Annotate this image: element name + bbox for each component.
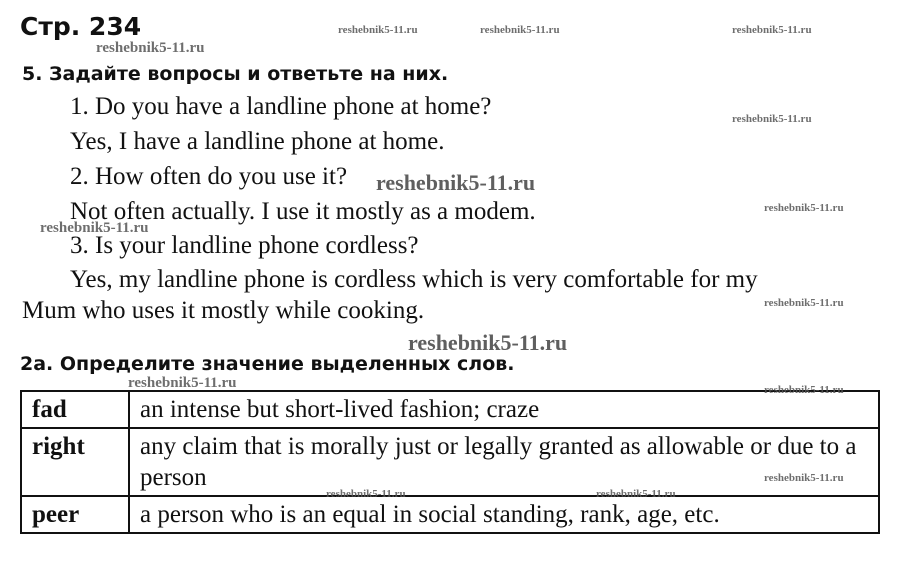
definition-cell: a person who is an equal in social standing, rank, age, etc. xyxy=(129,496,879,533)
answer-2: Not often actually. I use it mostly as a modem. xyxy=(70,198,536,225)
question-1: 1. Do you have a landline phone at home? xyxy=(70,93,492,120)
watermark: reshebnik5-11.ru xyxy=(326,488,406,500)
watermark: reshebnik5-11.ru xyxy=(732,113,812,125)
exercise-2a-heading: 2a. Определите значение выделенных слов. xyxy=(20,353,515,375)
watermark: reshebnik5-11.ru xyxy=(96,40,205,56)
table-row xyxy=(21,428,879,496)
question-3: 3. Is your landline phone cordless? xyxy=(70,232,419,259)
term-cell: peer xyxy=(21,496,129,533)
exercise-5-heading: 5. Задайте вопросы и ответьте на них. xyxy=(22,63,449,85)
watermark: reshebnik5-11.ru xyxy=(764,472,844,484)
vocabulary-table xyxy=(20,390,880,534)
page-number: Стр. 234 xyxy=(20,12,142,41)
answer-3-line-2: Mum who uses it mostly while cooking. xyxy=(22,297,425,324)
table-row xyxy=(21,391,879,428)
answer-1: Yes, I have a landline phone at home. xyxy=(70,128,445,155)
answer-3-line-1: Yes, my landline phone is cordless which is very comfortable for my xyxy=(70,266,758,293)
watermark: reshebnik5-11.ru xyxy=(732,24,812,36)
watermark: reshebnik5-11.ru xyxy=(764,384,844,396)
watermark: reshebnik5-11.ru xyxy=(480,24,560,36)
watermark: reshebnik5-11.ru xyxy=(128,375,237,391)
definition-cell: an intense but short-lived fashion; craze xyxy=(129,391,879,428)
watermark: reshebnik5-11.ru xyxy=(764,297,844,309)
watermark: reshebnik5-11.ru xyxy=(338,24,418,36)
table-row xyxy=(21,496,879,533)
watermark: reshebnik5-11.ru xyxy=(596,488,676,500)
watermark: reshebnik5-11.ru xyxy=(764,202,844,214)
term-cell: fad xyxy=(21,391,129,428)
watermark: reshebnik5-11.ru xyxy=(40,220,149,236)
watermark: reshebnik5-11.ru xyxy=(408,330,568,355)
term-cell: right xyxy=(21,428,129,496)
watermark: reshebnik5-11.ru xyxy=(376,170,536,195)
question-2: 2. How often do you use it? xyxy=(70,163,348,190)
definition-cell: any claim that is morally just or legally granted as allowable or due to a person xyxy=(129,428,879,496)
